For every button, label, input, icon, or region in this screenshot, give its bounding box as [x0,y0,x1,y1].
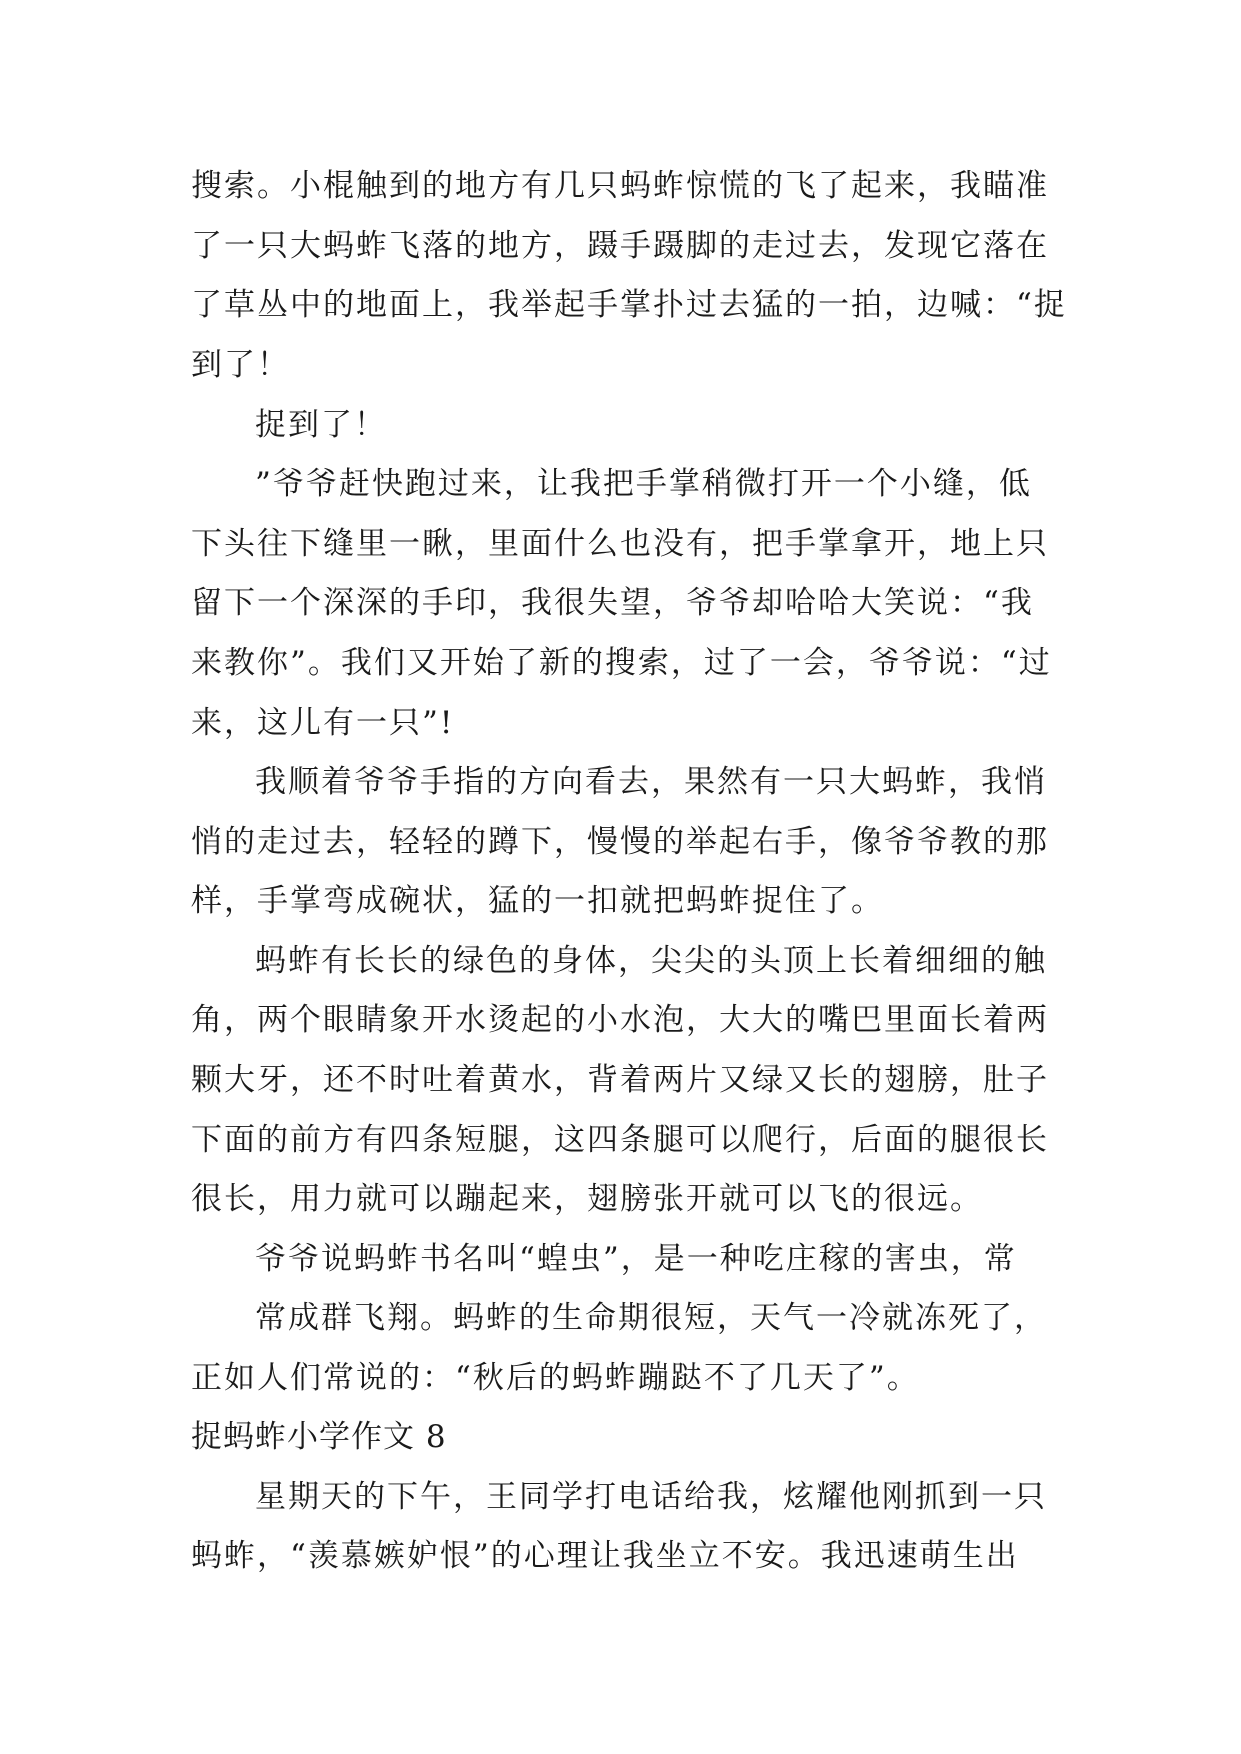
text-line: 颗大牙，还不时吐着黄水，背着两片又绿又长的翅膀，肚子 [191,1062,1049,1098]
text-line: 爷爷说蚂蚱书名叫“蝗虫”，是一种吃庄稼的害虫，常 [255,1241,1017,1277]
text-line: 蚂蚱有长长的绿色的身体，尖尖的头顶上长着细细的触 [255,943,1047,979]
text-line: 下面的前方有四条短腿，这四条腿可以爬行，后面的腿很长 [191,1122,1049,1158]
text-line: 样，手掌弯成碗状，猛的一扣就把蚂蚱捉住了。 [191,883,884,919]
text-line: 正如人们常说的：“秋后的蚂蚱蹦跶不了几天了”。 [191,1360,920,1396]
text-line: 来，这儿有一只”! [191,705,455,741]
text-line: 角，两个眼睛象开水烫起的小水泡，大大的嘴巴里面长着两 [191,1002,1049,1038]
section-heading: 捉蚂蚱小学作文 8 [191,1419,447,1455]
text-line: 留下一个深深的手印，我很失望，爷爷却哈哈大笑说：“我 [191,585,1034,621]
text-line: 我顺着爷爷手指的方向看去，果然有一只大蚂蚱，我悄 [255,764,1047,800]
text-line: 捉到了！ [255,407,387,443]
text-line: 常成群飞翔。蚂蚱的生命期很短，天气一冷就冻死了， [255,1300,1047,1336]
text-line: ”爷爷赶快跑过来，让我把手掌稍微打开一个小缝，低 [255,466,1032,502]
text-line: 了草丛中的地面上，我举起手掌扑过去猛的一拍，边喊：“捉 [191,287,1067,323]
text-line: 到了！ [191,347,290,383]
text-line: 下头往下缝里一瞅，里面什么也没有，把手掌拿开，地上只 [191,526,1049,562]
text-line: 很长，用力就可以蹦起来，翅膀张开就可以飞的很远。 [191,1181,983,1217]
text-line: 搜索。小棍触到的地方有几只蚂蚱惊慌的飞了起来，我瞄准 [191,168,1049,204]
text-line: 星期天的下午，王同学打电话给我，炫耀他刚抓到一只 [255,1479,1047,1515]
text-line: 来教你”。我们又开始了新的搜索，过了一会，爷爷说：“过 [191,645,1052,681]
text-line: 悄的走过去，轻轻的蹲下，慢慢的举起右手，像爷爷教的那 [191,824,1049,860]
text-line: 蚂蚱，“羡慕嫉妒恨”的心理让我坐立不安。我迅速萌生出 [191,1538,1019,1574]
text-line: 了一只大蚂蚱飞落的地方，蹑手蹑脚的走过去，发现它落在 [191,228,1049,264]
